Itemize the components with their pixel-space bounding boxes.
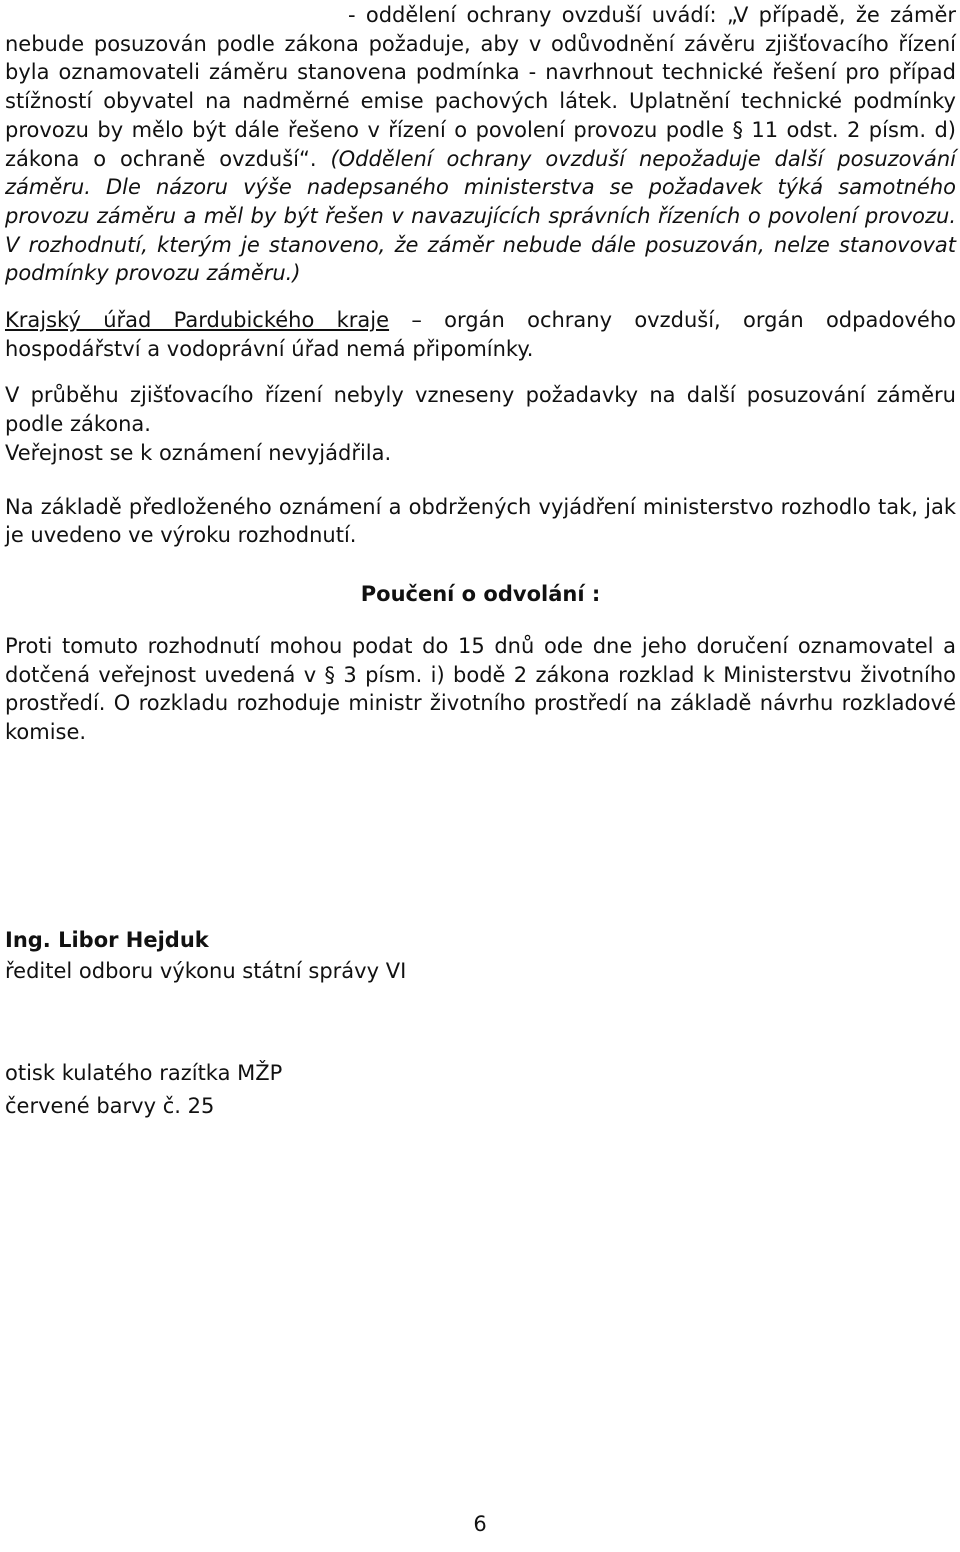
paragraph-air-protection [5,0,956,288]
page-number: 6 [473,1512,487,1536]
document-body [5,0,956,747]
paragraph-public: Veřejnost se k oznámení nevyjádřila. [5,440,392,465]
stamp-line-2: červené barvy č. 25 [5,1094,215,1118]
stamp-line-1: otisk kulatého razítka MŽP [5,1061,283,1085]
signature-block [5,925,406,987]
signatory-title: ředitel odboru výkonu státní správy VI [5,959,407,983]
paragraph-regional-office [5,306,956,363]
signatory-name: Ing. Libor Hejduk [5,928,209,952]
regional-office-name: Krajský úřad Pardubického kraje [5,308,390,333]
paragraph-decision-basis: Na základě předloženého oznámení a obdržených vyjádření ministerstvo rozhodlo tak, jak je uvedeno ve výroku rozhodnutí. [5,494,956,548]
air-protection-comment: (Oddělení ochrany ovzduší nepožaduje další posuzování záměru. Dle názoru výše nadepsaného ministerstva se požadavek týká samotného provozu záměru a měl by být řešen v navazujících správních řízeních o povolení provozu. V rozhodnutí, kterým je stanoveno, že záměr nebude dále posuzován, nelze stanovovat podmínky provozu záměru.) [5,146,956,286]
stamp-note [5,1057,282,1123]
appeal-heading: Poučení o odvolání : [360,581,601,606]
paragraph-appeal: Proti tomuto rozhodnutí mohou podat do 15 dnů ode dne jeho doručení oznamovatel a dotčená veřejnost uvedená v § 3 písm. i) bodě 2 zákona rozklad k Ministerstvu životního prostředí. O rozkladu rozhoduje ministr životního prostředí na základě návrhu rozkladové komise. [5,633,956,745]
air-protection-statement: - oddělení ochrany ovzduší uvádí: „V případě, že záměr nebude posuzován podle zákona požaduje, aby v odůvodnění závěru zjišťovacího řízení byla oznamovateli záměru stanovena podmínka - navrhnout technické řešení pro případ stížností obyvatel na nadměrné emise pachových látek. Uplatnění technické podmínky provozu by mělo být dále řešeno v řízení o povolení provozu podle § 11 odst. 2 písm. d) zákona o ochraně ovzduší“. [5,3,956,171]
paragraph-no-requirements: V průběhu zjišťovacího řízení nebyly vzneseny požadavky na další posuzování záměru podle zákona. [5,383,956,437]
regional-office-statement: – orgán ochrany ovzduší, orgán odpadového hospodářství a vodoprávní úřad nemá připomínky. [5,308,957,361]
